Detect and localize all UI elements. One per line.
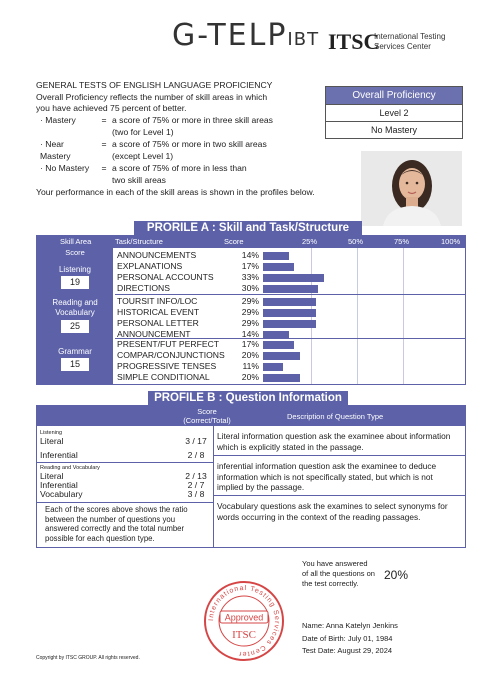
desc-vocabulary: Vocabulary questions ask the examines to select synonyms for words occurring in the context of the reading passages. xyxy=(217,501,448,522)
section-divider xyxy=(37,462,213,463)
score-bar xyxy=(263,298,316,306)
intro-line1: Overall Proficiency reflects the number of skill areas in which xyxy=(36,91,268,102)
score-bar xyxy=(263,285,318,293)
skill-row xyxy=(117,372,447,383)
task-percent: 29% xyxy=(241,307,259,317)
desc-literal: Literal information question ask the examinee about information which is explicitly stated in the passage. xyxy=(217,431,451,452)
score-bar xyxy=(263,309,316,317)
candidate-photo xyxy=(361,151,462,226)
profile-a-table xyxy=(36,235,466,385)
profile-b-table xyxy=(36,405,466,548)
desc-divider xyxy=(213,495,465,496)
score-bar xyxy=(263,274,324,282)
candidate-dob: Date of Birth: July 01, 1984 xyxy=(302,633,393,643)
seal-ring-text: International Testing Services Center xyxy=(207,584,281,658)
task-label: PROGRESSIVE TENSES xyxy=(117,361,217,371)
profile-b-header xyxy=(37,406,465,426)
approved-seal xyxy=(203,580,285,662)
score-bar xyxy=(263,374,300,382)
definition-mastery: · Mastery = a score of 75% or more in three skill areas (two for Level 1) xyxy=(40,115,273,137)
group-grammar: Grammar 15 xyxy=(58,347,92,369)
score-bar xyxy=(263,320,316,328)
skill-row xyxy=(117,250,447,261)
header-score: Score xyxy=(197,407,217,416)
intro-title: GENERAL TESTS OF ENGLISH LANGUAGE PROFICIENCY xyxy=(36,80,273,90)
seal-approved-text: Approved xyxy=(224,612,264,623)
task-label: PERSONAL ACCOUNTS xyxy=(117,272,214,282)
profile-b-title: PROFILE B : Question Information xyxy=(148,391,348,405)
skill-row xyxy=(117,318,447,329)
score-bar xyxy=(263,352,300,360)
profile-a-header xyxy=(37,236,465,248)
task-percent: 11% xyxy=(242,361,259,371)
answered-text: You have answered of all the questions on the test correctly. xyxy=(302,559,375,588)
listening-label: Listening xyxy=(40,430,63,436)
definition-near-mastery: · Near Mastery = a score of 75% or more in two skill areas (except Level 1) xyxy=(40,139,267,161)
question-row: Inferential 2 / 8 xyxy=(40,450,205,460)
task-label: PERSONAL LETTER xyxy=(117,318,199,328)
intro-line2: you have achieved 75 percent of better. xyxy=(36,103,187,113)
seal-itsc-text: ITSC xyxy=(232,629,256,641)
section-divider xyxy=(37,502,213,503)
column-divider xyxy=(213,426,214,547)
candidate-name: Name: Anna Katelyn Jenkins xyxy=(302,621,398,630)
definition-no-mastery: · No Mastery = a score of 75% of more in less than two skill areas xyxy=(40,163,247,185)
overall-level: Level 2 xyxy=(326,104,462,121)
skill-score-label: Score xyxy=(65,248,85,257)
gtelp-logo: G-TELPIBT xyxy=(172,18,320,53)
task-percent: 30% xyxy=(241,283,259,293)
task-percent: 20% xyxy=(241,372,259,382)
overall-title: Overall Proficiency xyxy=(326,87,462,104)
header-25: 25% xyxy=(302,237,318,246)
header-100: 100% xyxy=(441,237,461,246)
header-75: 75% xyxy=(394,237,410,246)
skill-row xyxy=(117,296,447,307)
intro-text xyxy=(36,80,326,115)
listening-score: 19 xyxy=(61,276,89,289)
task-label: ANNOUNCEMENTS xyxy=(117,250,197,260)
task-percent: 17% xyxy=(241,339,259,349)
task-percent: 14% xyxy=(241,250,259,260)
task-label: ANNOUNCEMENT xyxy=(117,329,191,339)
desc-divider xyxy=(213,455,465,456)
group-reading-vocabulary: Reading and Vocabulary 25 xyxy=(52,298,98,331)
task-percent: 20% xyxy=(241,350,259,360)
profile-a-title: PRORILE A : Skill and Task/Structure xyxy=(134,221,362,235)
task-percent: 29% xyxy=(241,318,259,328)
performance-note: Your performance in each of the skill areas is shown in the profiles below. xyxy=(36,187,315,197)
header-correct-total: (Correct/Total) xyxy=(183,416,231,425)
reading-score: 25 xyxy=(61,320,89,333)
copyright: Copyright by ITSC GROUP. All rights reserved. xyxy=(36,655,140,661)
skill-row xyxy=(117,350,447,361)
task-label: SIMPLE CONDITIONAL xyxy=(117,372,210,382)
header-description: Description of Question Type xyxy=(287,412,384,421)
header-skill-area: Skill Area xyxy=(60,237,92,246)
group-listening: Listening 19 xyxy=(58,265,92,287)
task-percent: 17% xyxy=(241,261,259,271)
score-bar xyxy=(263,341,294,349)
score-bar xyxy=(263,331,289,339)
skill-row xyxy=(117,283,447,294)
answered-percent: 20% xyxy=(384,568,409,582)
question-row: Literal 2 / 13 xyxy=(40,471,207,481)
itsc-logo: ITSC xyxy=(328,29,380,54)
test-date: Test Date: August 29, 2024 xyxy=(302,646,393,655)
desc-inferential: inferential information question ask the examinee to deduce information which is not specifically stated, but which is not implied by the passage. xyxy=(217,461,437,492)
skill-row xyxy=(117,361,447,372)
candidate-info xyxy=(302,620,398,658)
listening-section xyxy=(40,430,208,460)
question-row: Vocabulary 3 / 8 xyxy=(40,489,205,499)
task-percent: 29% xyxy=(241,296,259,306)
header-task-structure: Task/Structure xyxy=(115,237,163,246)
score-bar xyxy=(263,363,283,371)
header-score: Score xyxy=(224,237,244,246)
skill-row xyxy=(117,272,447,283)
task-label: HISTORICAL EVENT xyxy=(117,307,200,317)
score-note: Each of the scores above shows the ratio between the number of questions you answered correctly and the total number possible for each question type. xyxy=(45,505,188,543)
score-bar xyxy=(263,263,294,271)
task-percent: 33% xyxy=(241,272,259,282)
definition-list xyxy=(40,115,340,187)
reading-label: Reading and Vocabulary xyxy=(40,465,100,471)
task-label: TOURSIT INFO/LOC xyxy=(117,296,198,306)
score-bar xyxy=(263,252,289,260)
skill-row xyxy=(117,339,447,350)
overall-result: No Mastery xyxy=(326,121,462,138)
group-divider xyxy=(115,294,465,295)
skill-area-column xyxy=(37,248,113,384)
header-50: 50% xyxy=(348,237,364,246)
itsc-subtitle: International Testing Services Center xyxy=(374,32,446,51)
task-label: DIRECTIONS xyxy=(117,283,170,293)
question-row: Inferential 2 / 7 xyxy=(40,480,205,490)
task-label: COMPAR/CONJUNCTIONS xyxy=(117,350,225,360)
overall-proficiency-box xyxy=(325,86,463,139)
skill-row xyxy=(117,261,447,272)
ibt-label: IBT xyxy=(287,29,320,50)
grammar-score: 15 xyxy=(61,358,89,371)
task-label: EXPLANATIONS xyxy=(117,261,183,271)
reading-section xyxy=(40,465,208,499)
task-percent: 14% xyxy=(241,329,259,339)
skill-row xyxy=(117,307,447,318)
task-label: PRESENT/FUT PERFECT xyxy=(117,339,220,349)
question-row: Literal 3 / 17 xyxy=(40,436,207,446)
